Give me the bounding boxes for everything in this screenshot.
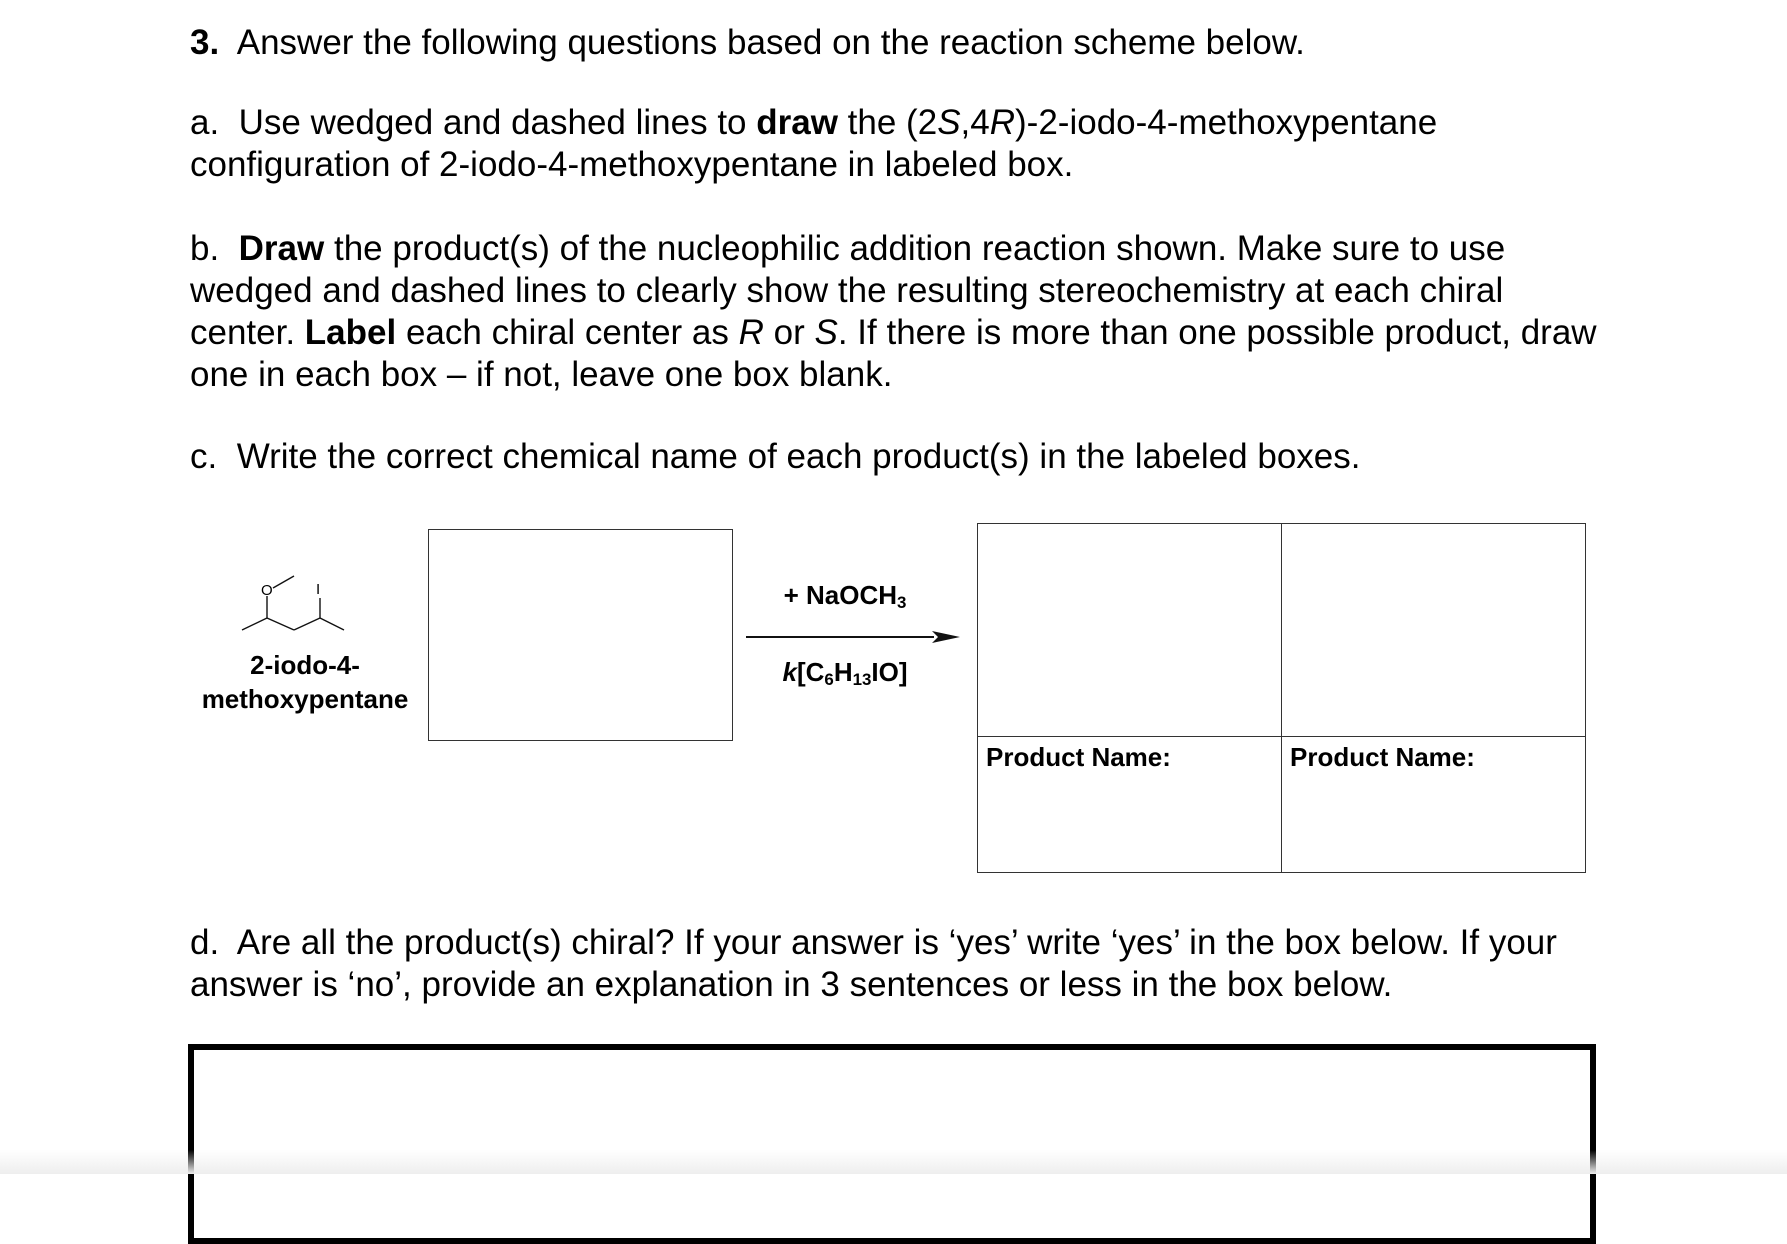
- bond: [320, 618, 344, 630]
- catalyst-label: $k[C_6H_{13}IO]$: [782, 657, 908, 690]
- question-header: [190, 22, 1610, 64]
- bond: [267, 618, 294, 630]
- part-a-letter: a.: [190, 103, 220, 142]
- reactant-name: 2-iodo-4- methoxypentane: [201, 650, 409, 714]
- answer-box[interactable]: [188, 1044, 1596, 1244]
- product-drawing-box-1[interactable]: [977, 523, 1282, 737]
- page-bottom-shadow: [0, 1150, 1787, 1174]
- part-a-instruction: a. Use wedged and dashed lines to draw the (2S,4R)-2-iodo-4-methoxypentane configuration of 2-iodo-4-methoxypentane in labeled box.: [190, 103, 1438, 184]
- part-d-instruction: d. Are all the product(s) chiral? If your answer is ‘yes’ write ‘yes’ in the box below. If your answer is ‘no’, provide an explanation in 3 sentences or less in the box below.: [190, 923, 1557, 1004]
- product-name-label: Product Name:: [1290, 742, 1475, 772]
- bond: [294, 618, 320, 630]
- reactant-structure: [232, 570, 362, 640]
- reactant-drawing-box[interactable]: [428, 529, 733, 741]
- part-c-letter: c.: [190, 437, 218, 476]
- part-d-letter: d.: [190, 923, 220, 962]
- bond: [242, 618, 267, 630]
- product-drawing-box-2[interactable]: [1281, 523, 1586, 737]
- question-number: 3.: [190, 23, 220, 62]
- product-name-box-1[interactable]: [977, 736, 1282, 873]
- part-c-instruction: c. Write the correct chemical name of each product(s) in the labeled boxes.: [190, 437, 1361, 476]
- bond: [273, 576, 294, 588]
- product-name-box-2[interactable]: [1281, 736, 1586, 873]
- part-b-letter: b.: [190, 229, 220, 268]
- iodine-atom: I: [316, 581, 321, 598]
- oxygen-atom: O: [261, 582, 273, 599]
- reaction-arrow: [742, 620, 962, 650]
- product-name-label: Product Name:: [986, 742, 1171, 772]
- reagent-label: + NaOCH$_3$: [783, 580, 907, 613]
- part-b-instruction: b. Draw the product(s) of the nucleophilic addition reaction shown. Make sure to use wedged and dashed lines to clearly show the resulting stereochemistry at each chiral center. Label each chiral center as R or S. If there is more than one possible product, draw one in each box – if not, leave one box blank.: [190, 229, 1597, 394]
- question-text: Answer the following questions based on the reaction scheme below.: [236, 23, 1305, 62]
